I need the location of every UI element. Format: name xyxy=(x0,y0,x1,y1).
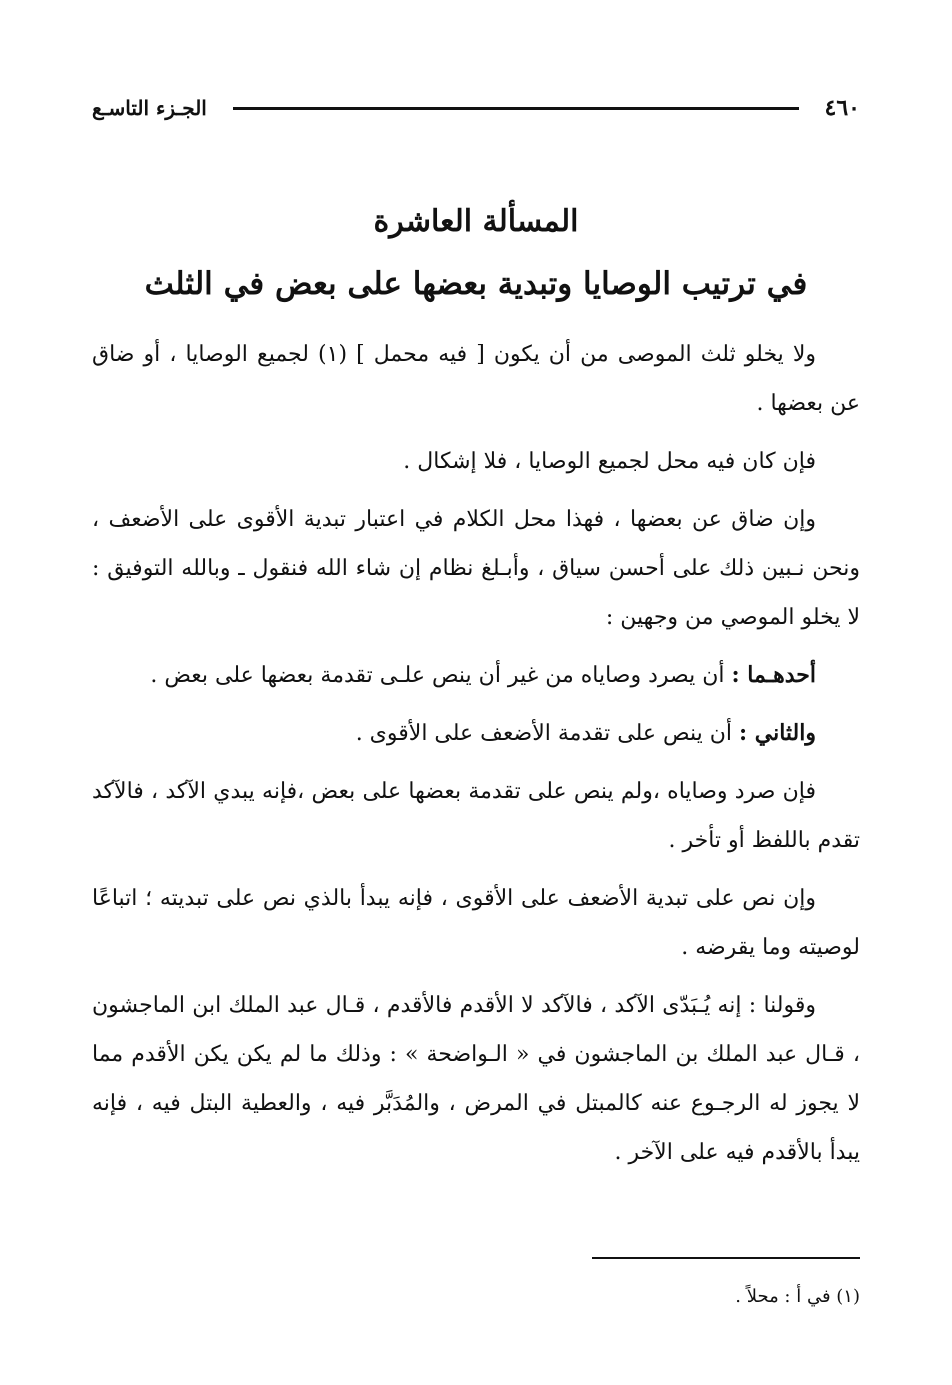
header-rule xyxy=(233,107,799,110)
footnote: (١) في أ : محلاً . xyxy=(735,1286,860,1307)
paragraph-text: أن ينص على تقدمة الأضعف على الأقوى . xyxy=(355,721,739,746)
paragraph-text: وإن ضاق عن بعضها ، فهذا محل الكلام في اعتبار تبدية الأقوى على الأضعف ، ونحن نـبين ذلك على أحسن سياق ، وأبـلغ نظام إن شاء الله فنقول ـ وبالله التوفيق : لا يخلو الموصي من وجهين : xyxy=(92,507,860,630)
section-title: المسألة العاشرة xyxy=(373,204,579,239)
body-text xyxy=(92,330,860,1186)
paragraph xyxy=(92,330,860,428)
paragraph xyxy=(92,437,860,486)
paragraph-lead: أحدهـما : xyxy=(731,662,816,688)
paragraph-text: وقولنا : إنه يُـبَدّى الآكد ، فالآكد لا الأقدم فالأقدم ، قـال عبد الملك ابن الماجشون ، قـال عبد الملك بن الماجشون في « الـواضحة » : وذلك ما لم يكن يكن الأقدم مما لا يجوز له الرجـوع عنه كالمبتل في المرض ، والمُدَبَّر فيه ، والعطية البتل فيه ، فإنه يبدأ بالأقدم فيه على الآخر . xyxy=(92,993,860,1165)
paragraph-text: ولا يخلو ثلث الموصى من أن يكون [ فيه محمل ] (١) لجميع الوصايا ، أو ضاق عن بعضها . xyxy=(92,342,860,416)
footnote-rule xyxy=(592,1257,860,1259)
paragraph-text: وإن نص على تبدية الأضعف على الأقوى ، فإنه يبدأ بالذي نص على تبديته ؛ اتباعًا لوصيته وما يقرضه . xyxy=(92,886,860,960)
paragraph xyxy=(92,495,860,642)
paragraph xyxy=(92,651,860,700)
page-number: ٤٦٠ xyxy=(824,95,860,121)
paragraph xyxy=(92,874,860,972)
volume-label: الجـزء التاسـع xyxy=(92,96,207,120)
paragraph-text: أن يصرد وصاياه من غير أن ينص علـى تقدمة بعضها على بعض . xyxy=(150,663,732,688)
paragraph xyxy=(92,767,860,865)
paragraph-text: فإن كان فيه محل لجميع الوصايا ، فلا إشكال . xyxy=(403,449,816,474)
paragraph-text: فإن صرد وصاياه ،ولم ينص على تقدمة بعضها على بعض ،فإنه يبدي الآكد ، فالآكد تقدم باللفظ أو تأخر . xyxy=(92,779,860,853)
section-subtitle: في ترتيب الوصايا وتبدية بعضها على بعض في الثلث xyxy=(144,266,808,302)
paragraph xyxy=(92,981,860,1177)
paragraph xyxy=(92,709,860,758)
running-header xyxy=(92,88,860,128)
paragraph-lead: والثاني : xyxy=(738,720,816,746)
